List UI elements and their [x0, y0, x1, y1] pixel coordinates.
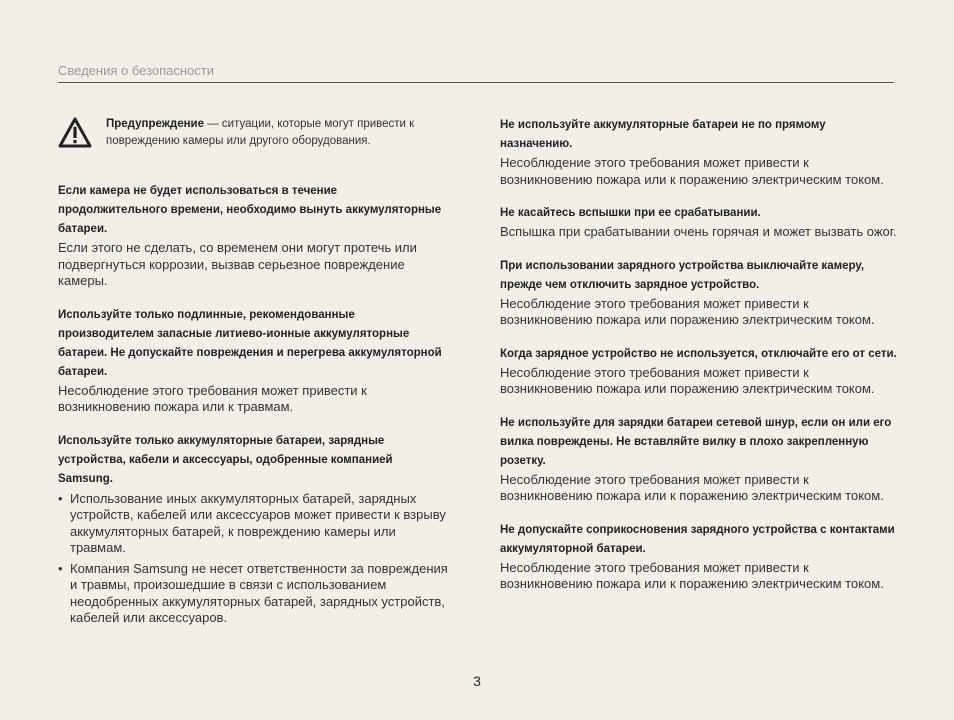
- section-heading: Если камера не будет использоваться в течение продолжительного времени, необходимо вынуть аккумуляторные батареи.: [58, 185, 442, 235]
- section-genuine-batteries: [58, 306, 448, 416]
- left-column: [58, 116, 448, 643]
- section-charger-contacts: [500, 521, 900, 593]
- warning-label: Предупреждение: [106, 118, 204, 130]
- page-header: [58, 62, 894, 83]
- section-title: Сведения о безопасности: [58, 63, 215, 78]
- section-heading: Когда зарядное устройство не используется, отключайте его от сети.: [500, 347, 897, 360]
- warning-triangle-icon: [58, 116, 92, 150]
- section-unplug-charger: [500, 345, 900, 398]
- section-heading: Не используйте аккумуляторные батареи не по прямому назначению.: [500, 119, 826, 150]
- list-item: • Использование иных аккумуляторных батарей, зарядных устройств, кабелей или аксессуаров может привести к взрыву аккумуляторных батарей, к повреждению камеры или травмам.: [58, 491, 448, 557]
- section-heading: Не касайтесь вспышки при ее срабатывании.: [500, 207, 761, 219]
- section-body: Несоблюдение этого требования может привести к возникновению пожара или к поражению электрическим током.: [500, 559, 884, 591]
- section-heading: Используйте только аккумуляторные батареи, зарядные устройства, кабели и аксессуары, одобренные компанией Samsung.: [58, 434, 393, 485]
- warning-text: [106, 116, 448, 150]
- section-body: Несоблюдение этого требования может привести к возникновению пожара или к поражению электрическим током.: [500, 155, 884, 187]
- section-heading: Не используйте для зарядки батареи сетевой шнур, если он или его вилка повреждены. Не вставляйте вилку в плохо закрепленную розетку.: [500, 416, 892, 467]
- section-battery-purpose: [500, 116, 900, 188]
- section-remove-battery: [58, 182, 448, 290]
- section-body: Несоблюдение этого требования может привести к возникновению пожара или к поражению электрическим током.: [500, 471, 884, 503]
- section-damaged-cord: [500, 414, 900, 505]
- page-number: 3: [473, 673, 481, 689]
- bullet-list: [58, 491, 448, 627]
- warning-description: — ситуации, которые могут привести к повреждению камеры или другого оборудования.: [106, 118, 415, 147]
- section-heading: Используйте только подлинные, рекомендованные производителем запасные литиево-ионные аккумуляторные батареи. Не допускайте повреждения и перегрева аккумуляторной батареи.: [58, 308, 442, 378]
- section-body: Вспышка при срабатывании очень горячая и может вызвать ожог.: [500, 224, 897, 239]
- list-item: • Компания Samsung не несет ответственности за повреждения и травмы, произошедшие в связи с использованием неодобренных аккумуляторных батарей, зарядных устройств, кабелей или аксессуаров.: [58, 561, 448, 627]
- section-body: Несоблюдение этого требования может привести к возникновению пожара или поражению электрическим током.: [500, 295, 875, 327]
- right-column: [500, 116, 900, 609]
- section-body: Несоблюдение этого требования может привести к возникновению пожара или к травмам.: [58, 382, 367, 414]
- warning-note: [58, 116, 448, 150]
- section-flash: [500, 204, 900, 241]
- section-body: Несоблюдение этого требования может привести к возникновению пожара или поражению электрическим током.: [500, 364, 875, 396]
- section-charger-off: [500, 257, 900, 329]
- section-body: Если этого не сделать, со временем они могут протечь или подвергнуться коррозии, вызвав серьезное повреждение камеры.: [58, 240, 417, 288]
- section-heading: При использовании зарядного устройства выключайте камеру, прежде чем отключить зарядное устройство.: [500, 259, 865, 291]
- section-approved-accessories: [58, 432, 448, 627]
- section-heading: Не допускайте соприкосновения зарядного устройства с контактами аккумуляторной батареи.: [500, 523, 895, 555]
